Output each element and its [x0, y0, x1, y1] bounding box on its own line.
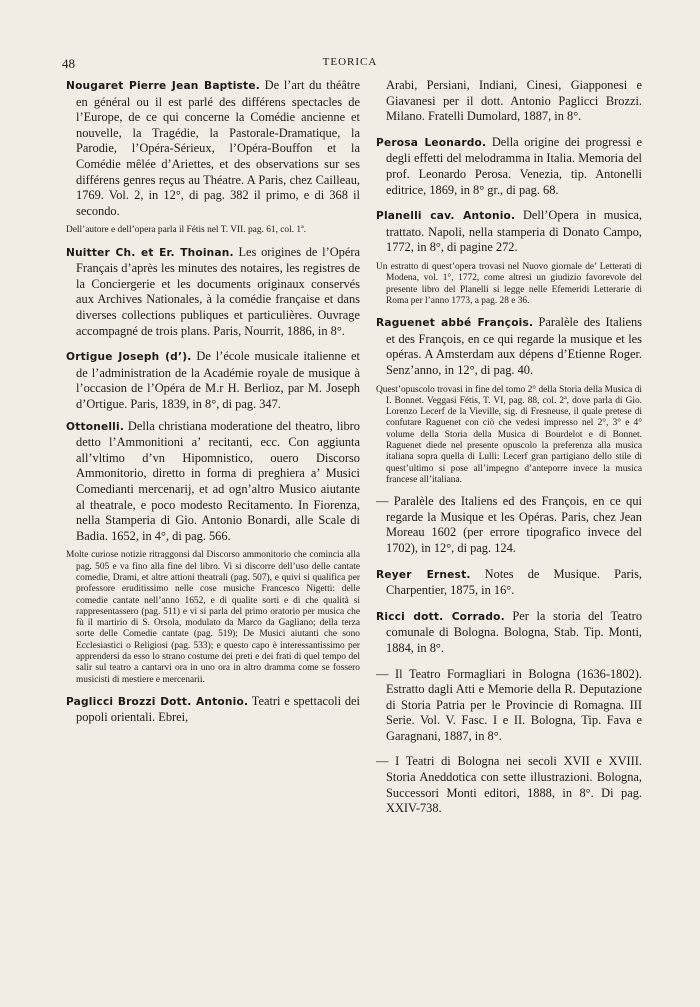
sub-entry: [376, 494, 642, 556]
sub-entry: [376, 667, 642, 745]
footnote: [66, 550, 360, 686]
entry-heading: Planelli cav. Antonio.: [376, 210, 516, 223]
bibliography-entry: [66, 349, 360, 412]
entry-text: Dell’Opera in musica, trattato. Napoli, nella stamperia di Donato Campo, 1772, in 8°, di pagine 272.: [386, 208, 642, 255]
left-column: [66, 78, 360, 732]
running-title: TEORICA: [322, 56, 378, 68]
entry-text: Teatri e spettacoli dei popoli orientali. Ebrei,: [76, 693, 360, 725]
footnote: [66, 225, 360, 236]
entry-text: Paralèle des Italiens et des François, en ce qui regarde la musique et les opéras. A Amsterdam aux dépens d’Etienne Roger. Senz’anno, in 12°, di pag. 40.: [386, 315, 642, 377]
entry-heading: Raguenet abbé François.: [376, 317, 534, 330]
entry-heading: Perosa Leonardo.: [376, 136, 487, 149]
entry-text: Notes de Musique. Paris, Charpentier, 1875, in 16°.: [386, 566, 642, 598]
continued-text: Arabi, Persiani, Indiani, Cinesi, Giapponesi e Giavanesi per il dott. Antonio Paglicci Brozzi. Milano. Fratelli Dumolard, 1887, in 8°.: [386, 78, 642, 124]
note-text: Dell’autore e dell’opera parla il Fétis nel T. VII. pag. 61, col. 1ª.: [66, 225, 307, 236]
sub-entry: [376, 754, 642, 816]
entry-continuation: [376, 78, 642, 125]
entry-text: Les origines de l’Opéra Français d’après les minutes des notaires, les registres de la Conciergerie et les documents originaux conservés aux Archives Nationales, à la comédie française et dans diverses collections publiques et particulières. Ouvrage accompagné de trois plans. Paris, Nourrit, 1886, in 8°.: [76, 244, 360, 338]
page-header: [62, 56, 638, 72]
entry-heading: Ottonelli.: [66, 420, 125, 433]
note-text: Quest’opuscolo trovasi in fine del tomo 2° della Storia della Musica di I. Bonnet. Veggasi Fétis, T. VI, pag. 88, col. 2ª, dove parla di Gio. Lorenzo Lecerf de la Vieville, sig. di Fresneuse, il quale pretese di confutare Raguenet con ciò che vedesi impresso nel 2°, 3° e 4° volume della Storia della Musica di Bourdelot e di Bonnet. Raguenet diede nel presente opuscolo la preferenza alla musica italiana sopra quella di Lulli: Lecerf gran partigiano dello stile di quest’ultimo si pose all’impegno d’anteporre invece la musica francese all’italiana.: [376, 384, 642, 485]
footnote: [376, 385, 642, 487]
entry-heading: Ortigue Joseph (d’).: [66, 351, 192, 364]
entry-heading: Nuitter Ch. et Er. Thoinan.: [66, 246, 234, 259]
page-number: 48: [62, 56, 75, 71]
entry-text: Della origine dei progressi e degli effetti del melodramma in Italia. Memoria del prof. Leonardo Perosa. Venezia, tip. Antonelli editrice, 1869, in 8° gr., di pag. 68.: [386, 134, 642, 197]
sub-entry-text: — Il Teatro Formagliari in Bologna (1636-1802). Estratto dagli Atti e Memorie della R. Deputazione di Storia Patria per le Provincie di Romagna. III Serie. Vol. V. Fasc. I e II. Bologna, Tip. Fava e Garagnani, 1887, in 8°.: [376, 666, 642, 743]
sub-entry-text: — I Teatri di Bologna nei secoli XVII e XVIII. Storia Aneddotica con sette illustrazioni. Bologna, Successori Monti editori, 1888, in 8°. Di pag. XXIV-738.: [376, 754, 642, 816]
bibliography-entry: [376, 609, 642, 657]
bibliography-entry: [376, 208, 642, 256]
entry-text: Per la storia del Teatro comunale di Bologna. Bologna, Stab. Tip. Monti, 1884, in 8°.: [386, 608, 643, 655]
bibliography-entry: [376, 135, 642, 198]
bibliography-entry: [66, 419, 360, 545]
entry-heading: Reyer Ernest.: [376, 568, 471, 581]
entry-heading: Ricci dott. Corrado.: [376, 610, 505, 623]
entry-text: De l’art du théâtre en général ou il est parlé des différens spectacles de l’Europe, de ce qui concerne la Comédie ancienne et nouvelle, la Tragédie, la Pastorale-Dramatique, la Parodie, l’Opéra-Sérieux, l’Opéra-Bouffon et la Comédie mêlée d’Ariettes, et des observations sur ses différens genres reçus au Théatre. A Paris, chez Cailleau, 1769. Vol. 2, in 12°, di pag. 382 il primo, e di 368 il secondo.: [76, 78, 360, 218]
entry-heading: Paglicci Brozzi Dott. Antonio.: [66, 695, 249, 708]
entry-heading: Nougaret Pierre Jean Baptiste.: [66, 80, 260, 92]
entry-text: De l’école musicale italienne et de l’administration de la Académie royale de musique à l’occasion de l’Opéra de M.r H. Berlioz, par M. Joseph d’Ortigue. Paris, 1839, in 8°, di pag. 347.: [76, 349, 360, 411]
footnote: [376, 262, 642, 307]
bibliography-entry: [376, 315, 642, 378]
note-text: Molte curiose notizie ritraggonsi dal Discorso ammonitorio che comincia alla pag. 505 e va fino alla fine del libro. Vi si discorre dell’uso delle cantate comedie, Drami, et altre attioni theatrali (pag. 507), e quivi si qualifica per professore eruditissimo nelle cose musiche Francesco Nigetti: delle comedie cantate nell’anno 1652, e di qualite sorti e di che qualità si rappresentassero (pag. 511) e vi si parla del primo oratorio per musica che fù il martirio di S. Orsola, modulato da Marco da Gagliano; della terza sorte delle Comedie cantate (pag. 519); De Musici aiutanti che sono Ecclesiastici o Religiosi (pag. 533); e questo capo è interessantissimo per apprendersi da esso lo strano costume dei preti e dei frati di quel tempo del salir sul teatro a cantarvi ora in uno ora in altro dramma come se fossero musicisti di mestiere e mercenarii.: [66, 550, 360, 685]
sub-entry-text: — Paralèle des Italiens ed des François, en ce qui regarde la Musique et les Opéras. Paris, chez Jean Moreau 1602 (per errore tipografico invece del 1702), in 12°, di pag. 124.: [376, 494, 642, 555]
bibliography-entry: [66, 245, 360, 340]
note-text: Un estratto di quest’opera trovasi nel Nuovo giornale de’ Letterati di Modena, vol. 1°, 1772, come altresì un giudizio favorevole del presente libro del Planelli si legge nelle Efemeridi Letterarie di Roma per l’anno 1773, a pag. 28 e 36.: [376, 261, 642, 306]
right-column: [376, 78, 642, 823]
bibliography-entry: [66, 694, 360, 726]
bibliography-entry: [66, 78, 360, 219]
entry-text: Della christiana moderatione del theatro, libro detto l’Ammonitioni a’ recitanti, ecc. Con aggiunta all’vltimo d’vn Hipomnistico, ouero Discorso Ammonitorio, diretto in forma di preghiera a’ Musici Comedianti mercenarij, et ad ogn’altro Musico aiutante al theatrale, e poco modesto Recitamento. In Fiorenza, nella Stamperia di Gio. Antonio Bonardi, alle Scale di Badia. 1652, in 4°, di pag. 566.: [76, 418, 360, 543]
bibliography-entry: [376, 567, 642, 599]
